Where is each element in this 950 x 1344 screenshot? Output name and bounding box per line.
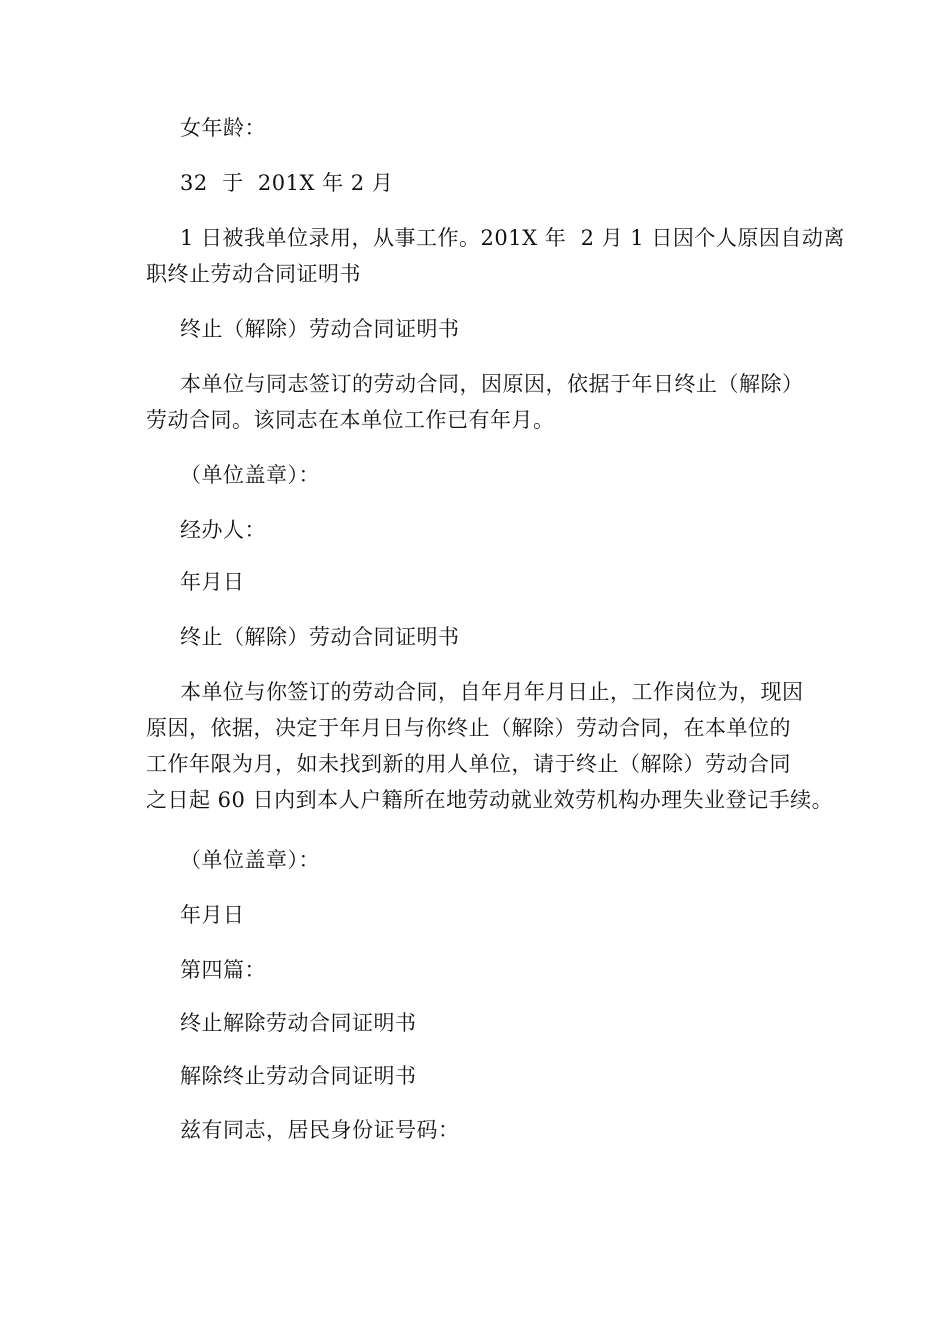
text-line-handler: 经办人： [180, 518, 266, 542]
text-line-female-age: 女年龄： [180, 116, 266, 140]
text-line-hire-date: 32 于 201X 年 2 月 [180, 171, 394, 195]
section-heading-termination-certificate: 终止（解除）劳动合同证明书 [180, 317, 460, 341]
text-line-notice-3: 工作年限为月，如未找到新的用人单位，请于终止（解除）劳动合同 [146, 752, 791, 776]
text-line-id-number: 兹有同志，居民身份证号码： [180, 1118, 460, 1142]
section-heading-part-four: 第四篇： [180, 958, 266, 982]
text-line-unit-seal: （单位盖章）： [180, 463, 320, 487]
text-line-notice-4: 之日起 60 日内到本人户籍所在地劳动就业效劳机构办理失业登记手续。 [146, 788, 834, 812]
text-line-contract-terminated-cont: 劳动合同。该同志在本单位工作已有年月。 [146, 408, 555, 432]
text-line-contract-terminated: 本单位与同志签订的劳动合同，因原因，依据于年日终止（解除） [180, 372, 804, 396]
text-line-hired-resign-cont: 职终止劳动合同证明书 [146, 262, 361, 286]
text-line-unit-seal-2: （单位盖章）： [180, 848, 320, 872]
section-heading-termination-certificate-2: 终止（解除）劳动合同证明书 [180, 625, 460, 649]
text-line-hired-resign: 1 日被我单位录用，从事工作。201X 年 2 月 1 日因个人原因自动离 [180, 226, 845, 250]
text-line-date-2: 年月日 [180, 903, 245, 927]
section-heading-dissolution-termination: 解除终止劳动合同证明书 [180, 1064, 417, 1088]
section-heading-termination-dissolution: 终止解除劳动合同证明书 [180, 1011, 417, 1035]
text-line-date: 年月日 [180, 570, 245, 594]
text-line-notice-2: 原因，依据，决定于年月日与你终止（解除）劳动合同，在本单位的 [146, 716, 791, 740]
text-line-notice-1: 本单位与你签订的劳动合同，自年月年月日止，工作岗位为，现因 [180, 680, 804, 704]
